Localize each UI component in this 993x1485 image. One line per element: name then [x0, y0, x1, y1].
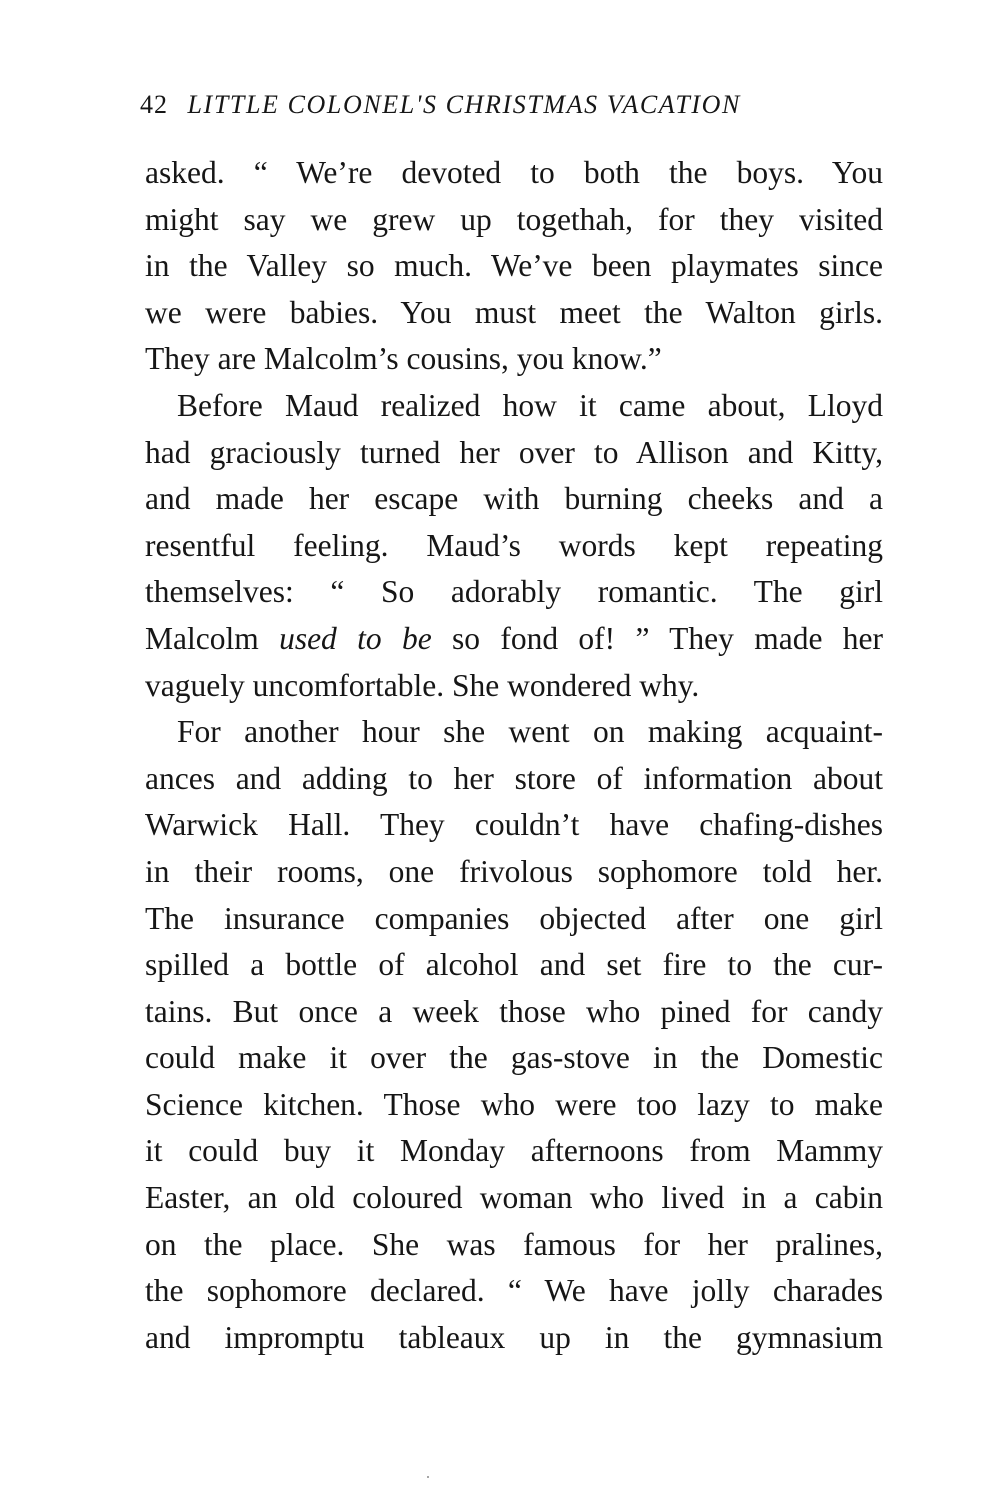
text-line: themselves: “ So adorably romantic. The girl [145, 574, 883, 610]
text-line: spilled a bottle of alcohol and set fire to the cur- [145, 947, 883, 983]
text-line: Easter, an old coloured woman who lived in a cabin [145, 1180, 883, 1216]
text-line: resentful feeling. Maud’s words kept repeating [145, 527, 883, 563]
text-segment: Malcolm [145, 620, 280, 656]
text-line: might say we grew up togethah, for they visited [145, 201, 883, 237]
paragraph-2 [145, 383, 883, 709]
text-line: we were babies. You must meet the Walton girls. [145, 294, 883, 330]
text-line: had graciously turned her over to Allison and Kitty, [145, 434, 883, 470]
text-line: it could buy it Monday afternoons from Mammy [145, 1133, 883, 1169]
running-title: LITTLE COLONEL'S CHRISTMAS VACATION [187, 90, 741, 119]
text-line-with-emphasis [145, 616, 883, 663]
text-segment: so fond of! ” They made her [431, 620, 883, 656]
running-head [140, 88, 885, 122]
text-line: the sophomore declared. “ We have jolly charades [145, 1273, 883, 1309]
text-line: and impromptu tableaux up in the gymnasium [145, 1319, 883, 1355]
text-line: asked. “ We’re devoted to both the boys. You [145, 155, 883, 190]
text-line: and made her escape with burning cheeks and a [145, 481, 883, 517]
text-line: in the Valley so much. We’ve been playmates since [145, 248, 883, 284]
text-line: Science kitchen. Those who were too lazy to make [145, 1086, 883, 1122]
text-line: in their rooms, one frivolous sophomore told her. [145, 853, 883, 889]
text-line: tains. But once a week those who pined for candy [145, 993, 883, 1029]
text-line: They are Malcolm’s cousins, you know.” [145, 341, 662, 377]
text-line: ances and adding to her store of information about [145, 760, 883, 796]
text-line: The insurance companies objected after one girl [145, 900, 883, 936]
page-number: 42 [140, 90, 168, 119]
paragraph-1 [145, 150, 883, 383]
body-text [145, 150, 883, 1361]
text-line: Before Maud realized how it came about, Lloyd [177, 387, 883, 423]
italic-phrase: used to be [279, 620, 432, 656]
text-line: For another hour she went on making acquaint- [177, 714, 883, 750]
text-line: could make it over the gas-stove in the Domestic [145, 1040, 883, 1076]
text-line: vaguely uncomfortable. She wondered why. [145, 667, 700, 703]
paragraph-3 [145, 709, 883, 1361]
text-line: Warwick Hall. They couldn’t have chafing-dishes [145, 807, 883, 843]
text-line: on the place. She was famous for her pralines, [145, 1226, 883, 1262]
paper-speck [427, 1476, 429, 1478]
